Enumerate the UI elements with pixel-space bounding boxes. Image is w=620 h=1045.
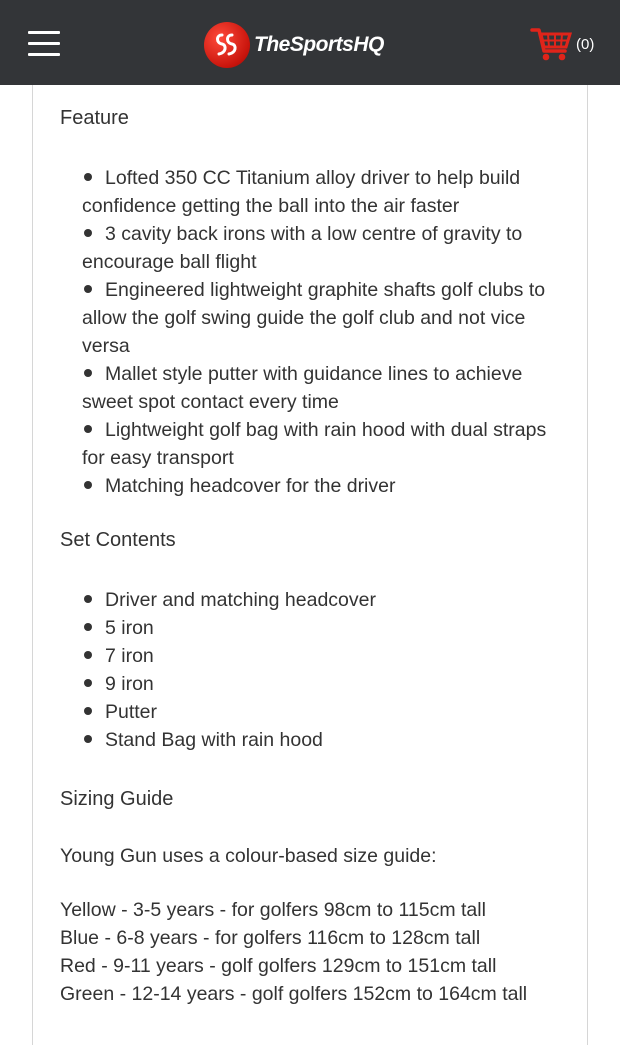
bullet-icon: [84, 173, 92, 181]
list-item: Driver and matching headcover: [82, 586, 572, 614]
bullet-icon: [84, 707, 92, 715]
set-contents-heading: Set Contents: [60, 529, 176, 551]
size-line-red: Red - 9-11 years - golf golfers 129cm to 151cm tall: [60, 955, 497, 977]
sizing-guide-heading: Sizing Guide: [60, 788, 174, 810]
list-item: Lofted 350 CC Titanium alloy driver to help build confidence getting the ball into the air faster: [82, 167, 521, 217]
logo-badge-icon: [204, 22, 250, 68]
bullet-icon: [84, 595, 92, 603]
list-item: Engineered lightweight graphite shafts golf clubs to allow the golf swing guide the golf club and not vice versa: [82, 279, 546, 357]
hamburger-menu-icon[interactable]: [28, 30, 62, 58]
sizing-guide-intro: Young Gun uses a colour-based size guide:: [60, 845, 437, 867]
bullet-icon: [84, 651, 92, 659]
size-line-yellow: Yellow - 3-5 years - for golfers 98cm to 115cm tall: [60, 899, 486, 921]
feature-list: [82, 164, 572, 500]
list-item: Mallet style putter with guidance lines to achieve sweet spot contact every time: [82, 363, 523, 413]
size-line-green: Green - 12-14 years - golf golfers 152cm to 164cm tall: [60, 983, 528, 1005]
cart-count: (0): [576, 35, 595, 53]
bullet-icon: [84, 481, 92, 489]
list-item: Stand Bag with rain hood: [82, 726, 572, 754]
site-logo[interactable]: [204, 21, 384, 69]
sizing-guide-lines: [60, 896, 570, 1008]
list-item: 3 cavity back irons with a low centre of gravity to encourage ball flight: [82, 223, 523, 273]
list-item: 7 iron: [82, 642, 572, 670]
size-line-blue: Blue - 6-8 years - for golfers 116cm to 128cm tall: [60, 927, 481, 949]
bullet-icon: [84, 679, 92, 687]
set-contents-list: [82, 586, 572, 754]
list-item: Lightweight golf bag with rain hood with dual straps for easy transport: [82, 419, 547, 469]
list-item: Matching headcover for the driver: [82, 472, 572, 500]
list-item: 5 iron: [82, 614, 572, 642]
bullet-icon: [84, 229, 92, 237]
top-header: [0, 0, 620, 85]
bullet-icon: [84, 425, 92, 433]
list-item: Putter: [82, 698, 572, 726]
bullet-icon: [84, 623, 92, 631]
feature-heading: Feature: [60, 107, 129, 129]
bullet-icon: [84, 735, 92, 743]
shopping-cart-icon: [530, 25, 572, 63]
brand-name: TheSportsHQ: [254, 33, 384, 56]
bullet-icon: [84, 285, 92, 293]
cart-button[interactable]: [530, 24, 594, 64]
list-item: 9 iron: [82, 670, 572, 698]
bullet-icon: [84, 369, 92, 377]
